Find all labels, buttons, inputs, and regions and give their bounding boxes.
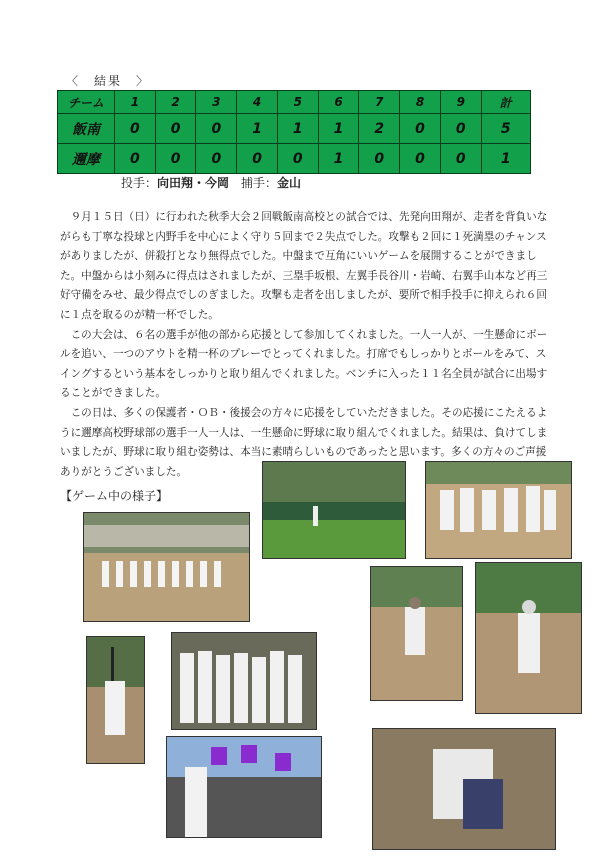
header-inning-9: 9 [440, 91, 481, 114]
score-cell: 0 [196, 144, 237, 174]
photo-supporters [166, 736, 322, 838]
score-cell: 0 [440, 144, 481, 174]
battery-line [121, 174, 301, 191]
score-cell: 0 [400, 144, 441, 174]
header-inning-6: 6 [318, 91, 359, 114]
score-cell: 1 [318, 114, 359, 144]
team-name: 邇摩 [58, 144, 115, 174]
catcher-name: 金山 [277, 176, 302, 190]
game-report [60, 208, 552, 482]
header-team: チーム [58, 91, 115, 114]
score-cell: 0 [237, 144, 278, 174]
score-cell: 0 [196, 114, 237, 144]
report-paragraph: この大会は、６名の選手が他の部から応援として参加してくれました。一人一人が、一生懸命にボールを追い、一つのアウトを精一杯のプレーでとってくれました。打席でもしっかりとボールをみて、スイングするという基本をしっかりと取り組んでくれました。ベンチに入った１１名全員が試合に出場することができました。 [60, 328, 548, 400]
team-name: 飯南 [58, 114, 115, 144]
header-inning-3: 3 [196, 91, 237, 114]
score-cell: 0 [359, 144, 400, 174]
header-inning-4: 4 [237, 91, 278, 114]
photo-bench-players [171, 632, 317, 730]
team-row-nima [58, 144, 531, 174]
photo-catcher-play [372, 728, 556, 850]
report-paragraph: この日は、多くの保護者・ＯＢ・後援会の方々に応援をしていただきました。その応援にこたえるように邇摩高校野球部の選手一人一人は、一生懸命に野球に取り組んでくれました。結果は、負けてしまいましたが、野球に取り組む姿勢は、本当に素晴らしいものであったと思います。多くの方々のご声援ありがとうございました。 [60, 406, 548, 478]
pitcher-label: 投手： [121, 176, 158, 190]
catcher-label: 捕手： [241, 176, 278, 190]
photo-outfield-catch [262, 461, 406, 559]
photo-team-huddle [425, 461, 572, 559]
score-cell: 0 [277, 144, 318, 174]
score-cell: 0 [115, 144, 156, 174]
pitcher-names: 向田翔・今岡 [157, 176, 230, 190]
photo-batter-waiting [475, 562, 582, 714]
score-cell: 0 [115, 114, 156, 144]
result-heading: 〈 結果 〉 [66, 74, 151, 88]
header-inning-7: 7 [359, 91, 400, 114]
team-row-iinan [58, 114, 531, 144]
header-inning-5: 5 [277, 91, 318, 114]
score-cell: 0 [155, 114, 196, 144]
gallery-title: 【ゲーム中の様子】 [60, 489, 169, 503]
header-inning-2: 2 [155, 91, 196, 114]
photo-batter-number-5 [86, 636, 145, 764]
score-cell: 2 [359, 114, 400, 144]
header-inning-1: 1 [115, 91, 156, 114]
score-cell: 1 [277, 114, 318, 144]
scoreboard-header-row [58, 91, 531, 114]
total-cell: 1 [481, 144, 530, 174]
total-cell: 5 [481, 114, 530, 144]
score-cell: 0 [155, 144, 196, 174]
score-cell: 0 [400, 114, 441, 144]
photo-pitcher [370, 566, 463, 701]
score-cell: 1 [237, 114, 278, 144]
score-cell: 0 [440, 114, 481, 144]
scoreboard-table [57, 90, 531, 174]
photo-team-lineup [83, 512, 250, 622]
header-inning-8: 8 [400, 91, 441, 114]
header-total: 計 [481, 91, 530, 114]
report-paragraph: ９月１５日（日）に行われた秋季大会２回戦飯南高校との試合では、先発向田翔が、走者を背負いながらも丁寧な投球と内野手を中心によく守り５回まで２失点でした。攻撃も２回に１死満塁のチャンスがありましたが、併殺打となり無得点でした。中盤まで互角にいいゲームを展開することができました。中盤からは小刻みに得点はされましたが、三塁手坂根、左翼手長谷川・岩崎、右翼手山本など再三好守備をみせ、最少得点でしのぎました。攻撃も走者を出しましたが、要所で相手投手に抑えられ６回に１点を取るのが精一杯でした。 [60, 211, 548, 321]
score-cell: 1 [318, 144, 359, 174]
